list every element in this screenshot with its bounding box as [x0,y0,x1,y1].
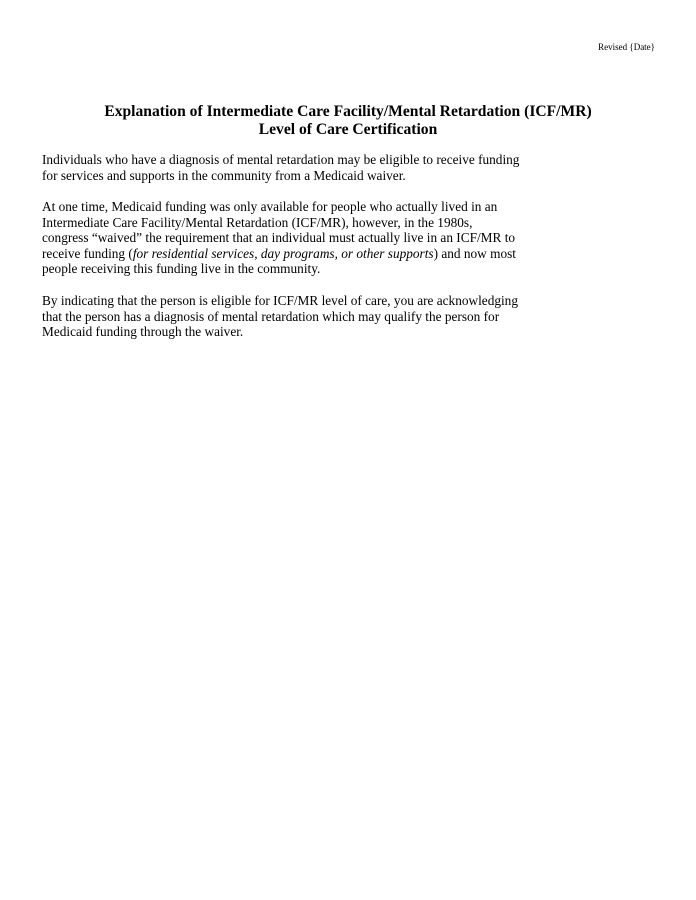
paragraph-2-line-3: congress “waived” the requirement that an individual must actually live in an ICF/MR to [42,230,516,246]
paragraph-2-italic-phrase: for residential services, day programs, or other supports [132,245,434,261]
paragraph-2-line-4 [42,246,602,262]
page-title [0,103,696,139]
revised-date: Revised {Date} [598,42,655,52]
paragraph-2-line-2: Intermediate Care Facility/Mental Retardation (ICF/MR), however, in the 1980s, [42,214,473,230]
title-line-2: Level of Care Certification [258,121,438,138]
paragraph-3 [42,293,602,340]
paragraph-2-line-1: At one time, Medicaid funding was only available for people who actually lived in an [42,199,498,214]
title-line-1: Explanation of Intermediate Care Facility/Mental Retardation (ICF/MR) [104,103,592,120]
paragraph-2-line-4-start: receive funding ( [42,245,133,261]
paragraph-2-line-4-end: ) and now most [433,245,516,261]
paragraph-1-line-2: for services and supports in the community from a Medicaid waiver. [42,167,406,183]
paragraph-3-line-2: that the person has a diagnosis of mental retardation which may qualify the person for [42,308,500,324]
paragraph-1-line-1: Individuals who have a diagnosis of mental retardation may be eligible to receive funding [42,152,520,167]
paragraph-2 [42,199,602,277]
paragraph-3-line-1: By indicating that the person is eligible for ICF/MR level of care, you are acknowledging [42,293,518,308]
paragraph-2-line-5: people receiving this funding live in the community. [42,261,321,277]
paragraph-3-line-3: Medicaid funding through the waiver. [42,324,244,340]
paragraph-1 [42,152,602,183]
